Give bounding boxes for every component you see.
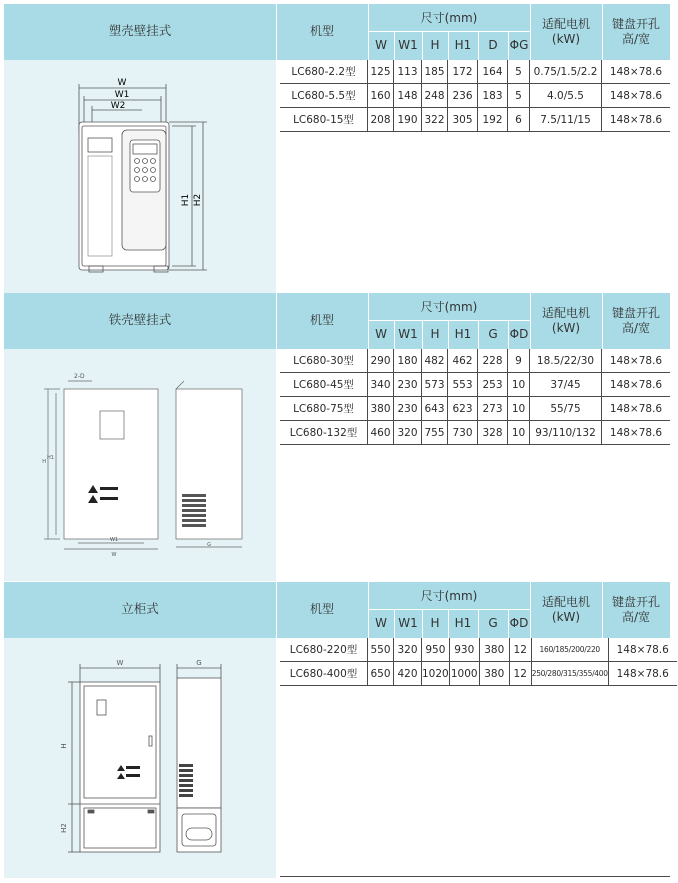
cell-motor: 4.0/5.5: [530, 84, 602, 108]
cell: 248: [422, 84, 448, 108]
table-row: [280, 638, 677, 662]
header-model: 机型: [309, 23, 334, 38]
cell: 623: [448, 397, 478, 421]
header-col: H: [430, 38, 440, 52]
cell-motor: 160/185/200/220: [531, 638, 608, 662]
cell-model: LC680-30型: [280, 349, 368, 373]
cell: 9: [508, 349, 530, 373]
cell-keypad: 148×78.6: [602, 397, 671, 421]
cell: 192: [478, 108, 508, 132]
cell: 183: [478, 84, 508, 108]
cell: 10: [508, 421, 530, 445]
cell: 462: [448, 349, 478, 373]
cell-motor: 18.5/22/30: [530, 349, 602, 373]
cell: 305: [448, 108, 478, 132]
spec-table: [280, 638, 677, 686]
header-col: G: [488, 327, 498, 341]
table-row: [280, 662, 677, 686]
cell: 380: [479, 638, 509, 662]
label-h2: H2: [60, 823, 68, 833]
cell: 553: [448, 373, 478, 397]
cell: 125: [368, 60, 394, 84]
header-col: H1: [454, 38, 472, 52]
bottom-rule: [280, 876, 670, 877]
header-size: 尺寸(mm): [420, 300, 478, 314]
header-col: ΦD: [509, 616, 529, 630]
cell-model: LC680-400型: [280, 662, 368, 686]
cell: 10: [508, 397, 530, 421]
header-col: W: [375, 616, 387, 630]
cell: 12: [509, 662, 531, 686]
cell-model: LC680-75型: [280, 397, 368, 421]
header-col: H1: [454, 616, 472, 630]
cell: 236: [448, 84, 478, 108]
header-keypad: 键盘开孔 高/宽: [611, 17, 660, 46]
header-model: 机型: [309, 312, 334, 327]
cell: 730: [448, 421, 478, 445]
cell: 180: [394, 349, 422, 373]
header-col: ΦD: [509, 327, 529, 341]
cell: 113: [394, 60, 422, 84]
cell-keypad: 148×78.6: [602, 373, 671, 397]
cell: 172: [448, 60, 478, 84]
header-col: W1: [398, 38, 418, 52]
cell: 164: [478, 60, 508, 84]
cell: 290: [368, 349, 394, 373]
label-g: G: [196, 659, 202, 667]
dimension-drawing-panel: [4, 638, 276, 878]
header-model: 机型: [309, 601, 334, 616]
label-h1: H1: [47, 455, 54, 461]
cell: 5: [508, 60, 530, 84]
cell: 10: [508, 373, 530, 397]
cell: 550: [368, 638, 394, 662]
cell: 573: [422, 373, 448, 397]
table-row: [280, 60, 670, 84]
label-h2: H2: [193, 193, 203, 207]
cell: 643: [422, 397, 448, 421]
cell: 322: [422, 108, 448, 132]
plastic-drive-drawing: [4, 60, 276, 296]
cell: 12: [509, 638, 531, 662]
dimension-drawing-panel: [4, 349, 276, 581]
label-h: H: [60, 743, 68, 749]
cell: 273: [478, 397, 508, 421]
cell: 755: [422, 421, 448, 445]
cell: 380: [479, 662, 509, 686]
label-w1: W1: [114, 90, 130, 100]
label-hole: 2-D: [74, 373, 85, 380]
cell-motor: 93/110/132: [530, 421, 602, 445]
cell: 228: [478, 349, 508, 373]
header-col: W: [375, 38, 387, 52]
label-g: G: [207, 542, 211, 548]
table-row: [280, 373, 670, 397]
cell: 253: [478, 373, 508, 397]
cell: 208: [368, 108, 394, 132]
cell: 340: [368, 373, 394, 397]
label-w2: W2: [110, 101, 126, 111]
header-col: D: [488, 38, 498, 52]
cell-model: LC680-5.5型: [280, 84, 368, 108]
cell: 328: [478, 421, 508, 445]
cell-motor: 250/280/315/355/400: [531, 662, 608, 686]
cell-model: LC680-132型: [280, 421, 368, 445]
header-col: H1: [454, 327, 472, 341]
cell: 1020: [422, 662, 450, 686]
header-col: H: [430, 327, 440, 341]
steel-drive-drawing: [4, 349, 276, 581]
header-motor: 适配电机 (kW): [541, 595, 590, 624]
cell: 148: [394, 84, 422, 108]
table-row: [280, 108, 670, 132]
cell-motor: 0.75/1.5/2.2: [530, 60, 602, 84]
cell-keypad: 148×78.6: [602, 349, 671, 373]
cell-keypad: 148×78.6: [602, 84, 671, 108]
header-col: H: [430, 616, 440, 630]
section-title: 立柜式: [121, 601, 159, 616]
cell-keypad: 148×78.6: [608, 638, 677, 662]
cell-model: LC680-45型: [280, 373, 368, 397]
cell-model: LC680-220型: [280, 638, 368, 662]
cell-model: LC680-2.2型: [280, 60, 368, 84]
spec-table: [280, 349, 670, 445]
cell: 950: [422, 638, 450, 662]
cell-motor: 37/45: [530, 373, 602, 397]
cell: 320: [394, 421, 422, 445]
header-size: 尺寸(mm): [420, 11, 478, 25]
table-row: [280, 349, 670, 373]
header-col: W1: [398, 616, 418, 630]
section-title: 铁壳壁挂式: [108, 312, 172, 327]
cell-keypad: 148×78.6: [602, 108, 671, 132]
table-row: [280, 397, 670, 421]
label-w: W: [111, 552, 117, 558]
cell: 380: [368, 397, 394, 421]
cell: 5: [508, 84, 530, 108]
cell-motor: 7.5/11/15: [530, 108, 602, 132]
header-col: W: [375, 327, 387, 341]
label-h1: H1: [181, 193, 191, 207]
cell: 320: [394, 638, 422, 662]
header-keypad: 键盘开孔 高/宽: [611, 306, 660, 335]
cell-model: LC680-15型: [280, 108, 368, 132]
header-col: G: [488, 616, 498, 630]
table-row: [280, 421, 670, 445]
spec-table: [280, 60, 670, 132]
label-w: W: [116, 659, 124, 667]
header-col: ΦG: [509, 38, 529, 52]
cell: 650: [368, 662, 394, 686]
header-col: W1: [398, 327, 418, 341]
cell: 460: [368, 421, 394, 445]
header-motor: 适配电机 (kW): [541, 17, 590, 46]
cell: 230: [394, 397, 422, 421]
label-h: H: [42, 459, 46, 465]
cabinet-drive-drawing: [4, 638, 276, 878]
cell: 420: [394, 662, 422, 686]
cell-keypad: 148×78.6: [608, 662, 677, 686]
cell: 230: [394, 373, 422, 397]
cell-keypad: 148×78.6: [602, 60, 671, 84]
header-size: 尺寸(mm): [420, 589, 478, 603]
header-keypad: 键盘开孔 高/宽: [611, 595, 660, 624]
cell: 160: [368, 84, 394, 108]
label-w1: W1: [109, 537, 119, 543]
cell: 190: [394, 108, 422, 132]
cell: 6: [508, 108, 530, 132]
table-row: [280, 84, 670, 108]
cell-motor: 55/75: [530, 397, 602, 421]
dimension-drawing-panel: [4, 60, 276, 296]
section-title: 塑壳壁挂式: [108, 23, 172, 38]
cell: 185: [422, 60, 448, 84]
cell-keypad: 148×78.6: [602, 421, 671, 445]
cell: 1000: [449, 662, 479, 686]
header-motor: 适配电机 (kW): [541, 306, 590, 335]
label-w: W: [117, 78, 127, 88]
cell: 930: [449, 638, 479, 662]
cell: 482: [422, 349, 448, 373]
